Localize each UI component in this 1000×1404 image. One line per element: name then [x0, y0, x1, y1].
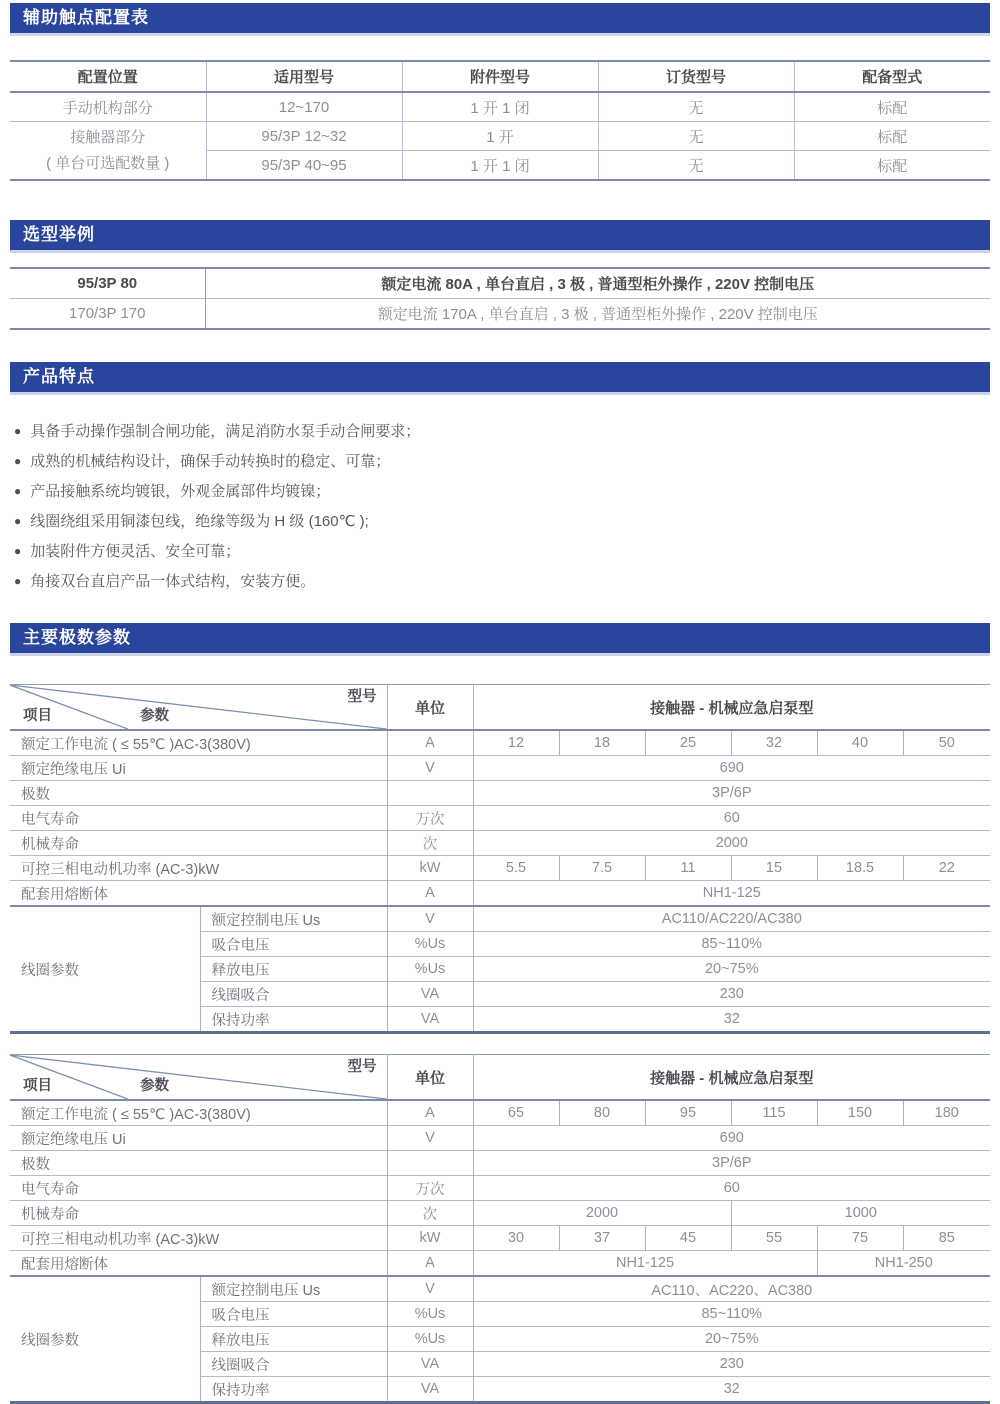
- param-unit-cell: V: [387, 756, 473, 781]
- coil-sub-label-cell: 吸合电压: [200, 932, 387, 957]
- param-value-cell: 5.5: [473, 856, 559, 881]
- param-label-cell: 机械寿命: [10, 831, 387, 856]
- param-value-cell: AC110、AC220、AC380: [473, 1276, 990, 1302]
- diagonal-lines: [10, 685, 387, 729]
- coil-sub-label-cell: 额定控制电压 Us: [200, 1276, 387, 1302]
- param-label-cell: 额定绝缘电压 Ui: [10, 756, 387, 781]
- param-value-cell: 1000: [731, 1201, 990, 1226]
- section-title-aux-contacts: 辅助触点配置表: [10, 3, 990, 36]
- section-title-product-features: 产品特点: [10, 362, 990, 395]
- aux-value-cell: 12~170: [206, 92, 402, 122]
- param-unit-cell: %Us: [387, 1302, 473, 1327]
- param-label-cell: 配套用熔断体: [10, 881, 387, 907]
- param-unit-cell: VA: [387, 982, 473, 1007]
- param-unit-cell: [387, 1151, 473, 1176]
- param-value-cell: 18.5: [817, 856, 903, 881]
- param-value-cell: 80: [559, 1100, 645, 1126]
- bullet-icon: ●: [14, 424, 22, 438]
- param-unit-cell: %Us: [387, 957, 473, 982]
- param-value-cell: 85~110%: [473, 932, 990, 957]
- param-value-cell: 15: [731, 856, 817, 881]
- coil-sub-label-cell: 线圈吸合: [200, 1352, 387, 1377]
- coil-param-row: [10, 906, 990, 932]
- param-value-cell: 2000: [473, 831, 990, 856]
- selection-description-cell: 额定电流 170A , 单台直启 , 3 极 , 普通型柜外操作 , 220V 控制电压: [205, 299, 990, 330]
- param-value-cell: 7.5: [559, 856, 645, 881]
- param-label-cell: 可控三相电动机功率 (AC-3)kW: [10, 1226, 387, 1251]
- param-value-cell: 30: [473, 1226, 559, 1251]
- param-table-header-row: [10, 1055, 990, 1101]
- param-row: [10, 1176, 990, 1201]
- aux-value-cell: 1 开: [402, 122, 598, 151]
- series-header: 接触器 - 机械应急启泵型: [473, 1055, 990, 1101]
- param-unit-cell: A: [387, 730, 473, 756]
- series-header: 接触器 - 机械应急启泵型: [473, 685, 990, 731]
- param-row: [10, 1126, 990, 1151]
- coil-sub-label-cell: 保持功率: [200, 1007, 387, 1033]
- param-value-cell: 3P/6P: [473, 781, 990, 806]
- param-value-cell: 50: [903, 730, 990, 756]
- param-value-cell: 32: [473, 1007, 990, 1033]
- diagonal-header-cell: [10, 1055, 387, 1101]
- aux-value-cell: 标配: [794, 122, 990, 151]
- unit-column-header: 单位: [387, 685, 473, 731]
- param-value-cell: 95: [645, 1100, 731, 1126]
- aux-column-header: 附件型号: [402, 61, 598, 92]
- coil-param-row: [10, 1276, 990, 1302]
- param-value-cell: 75: [817, 1226, 903, 1251]
- param-value-cell: 60: [473, 806, 990, 831]
- param-label-cell: 机械寿命: [10, 1201, 387, 1226]
- param-label-cell: 额定工作电流 ( ≤ 55℃ )AC-3(380V): [10, 730, 387, 756]
- param-unit-cell: A: [387, 1100, 473, 1126]
- coil-sub-label-cell: 吸合电压: [200, 1302, 387, 1327]
- param-value-cell: 37: [559, 1226, 645, 1251]
- aux-table-row: [10, 92, 990, 122]
- param-row: [10, 1226, 990, 1251]
- param-value-cell: 32: [473, 1377, 990, 1403]
- param-value-cell: 18: [559, 730, 645, 756]
- diagonal-label-item: 项目: [23, 1077, 52, 1094]
- diagonal-header-cell: [10, 685, 387, 731]
- param-row: [10, 756, 990, 781]
- param-unit-cell: VA: [387, 1377, 473, 1403]
- bullet-icon: ●: [14, 544, 22, 558]
- param-unit-cell: V: [387, 906, 473, 932]
- diagonal-lines: [10, 1055, 387, 1099]
- param-label-cell: 额定绝缘电压 Ui: [10, 1126, 387, 1151]
- param-row: [10, 1100, 990, 1126]
- bullet-icon: ●: [14, 454, 22, 468]
- selection-example-table: [10, 267, 990, 330]
- param-value-cell: 20~75%: [473, 957, 990, 982]
- param-value-cell: 20~75%: [473, 1327, 990, 1352]
- param-value-cell: 690: [473, 756, 990, 781]
- coil-group-label-cell: 线圈参数: [10, 906, 200, 1033]
- param-value-cell: 12: [473, 730, 559, 756]
- param-value-cell: 150: [817, 1100, 903, 1126]
- param-value-cell: AC110/AC220/AC380: [473, 906, 990, 932]
- param-label-cell: 极数: [10, 1151, 387, 1176]
- feature-text: 产品接触系统均镀银，外观金属部件均镀镍；: [30, 483, 331, 500]
- param-value-cell: 25: [645, 730, 731, 756]
- diagonal-label-model: 型号: [347, 1059, 377, 1075]
- param-value-cell: NH1-125: [473, 881, 990, 907]
- param-row: [10, 881, 990, 907]
- coil-sub-label-cell: 额定控制电压 Us: [200, 906, 387, 932]
- param-unit-cell: A: [387, 881, 473, 907]
- diagonal-label-model: 型号: [347, 689, 377, 705]
- document-page: [0, 3, 1000, 1404]
- param-row: [10, 1251, 990, 1277]
- feature-text: 角接双台直启产品一体式结构，安装方便。: [30, 573, 316, 590]
- aux-value-cell: 1 开 1 闭: [402, 92, 598, 122]
- param-value-cell: 55: [731, 1226, 817, 1251]
- section-title-selection-examples: 选型举例: [10, 220, 990, 253]
- coil-sub-label-cell: 保持功率: [200, 1377, 387, 1403]
- param-unit-cell: kW: [387, 856, 473, 881]
- selection-example-row: [10, 268, 990, 299]
- feature-item: [14, 417, 990, 447]
- feature-text: 成熟的机械结构设计，确保手动转换时的稳定、可靠；: [30, 453, 391, 470]
- param-value-cell: 3P/6P: [473, 1151, 990, 1176]
- aux-column-header: 配置位置: [10, 61, 206, 92]
- section-title-main-pole-params: 主要极数参数: [10, 623, 990, 656]
- param-label-cell: 配套用熔断体: [10, 1251, 387, 1277]
- param-value-cell: 22: [903, 856, 990, 881]
- bullet-icon: ●: [14, 514, 22, 528]
- param-value-cell: 2000: [473, 1201, 731, 1226]
- aux-position-cell: 手动机构部分: [10, 92, 206, 122]
- param-row: [10, 856, 990, 881]
- param-value-cell: 32: [731, 730, 817, 756]
- selection-model-cell: 95/3P 80: [77, 275, 138, 292]
- param-value-cell: 40: [817, 730, 903, 756]
- aux-position-cell: 接触器部分 ( 单台可选配数量 ): [10, 122, 206, 181]
- aux-column-header: 配备型式: [794, 61, 990, 92]
- coil-group-label-cell: 线圈参数: [10, 1276, 200, 1403]
- param-value-cell: NH1-125: [473, 1251, 817, 1277]
- param-value-cell: 230: [473, 1352, 990, 1377]
- aux-table-header-row: [10, 61, 990, 92]
- aux-contact-table: [10, 60, 990, 181]
- aux-value-cell: 标配: [794, 92, 990, 122]
- param-label-cell: 电气寿命: [10, 1176, 387, 1201]
- param-value-cell: NH1-250: [817, 1251, 990, 1277]
- param-unit-cell: %Us: [387, 932, 473, 957]
- param-label-cell: 可控三相电动机功率 (AC-3)kW: [10, 856, 387, 881]
- aux-value-cell: 标配: [794, 151, 990, 181]
- param-value-cell: 65: [473, 1100, 559, 1126]
- feature-item: [14, 567, 990, 597]
- selection-description-cell: 额定电流 80A , 单台直启 , 3 极 , 普通型柜外操作 , 220V 控制电压: [205, 268, 990, 299]
- aux-column-header: 订货型号: [598, 61, 794, 92]
- aux-column-header: 适用型号: [206, 61, 402, 92]
- param-unit-cell: kW: [387, 1226, 473, 1251]
- param-unit-cell: A: [387, 1251, 473, 1277]
- param-value-cell: 85~110%: [473, 1302, 990, 1327]
- param-table-header-row: [10, 685, 990, 731]
- param-value-cell: 60: [473, 1176, 990, 1201]
- feature-item: [14, 477, 990, 507]
- param-unit-cell: VA: [387, 1007, 473, 1033]
- param-row: [10, 831, 990, 856]
- param-unit-cell: 万次: [387, 806, 473, 831]
- coil-sub-label-cell: 线圈吸合: [200, 982, 387, 1007]
- param-label-cell: 电气寿命: [10, 806, 387, 831]
- coil-sub-label-cell: 释放电压: [200, 957, 387, 982]
- diagonal-label-item: 项目: [23, 707, 52, 724]
- aux-value-cell: 95/3P 40~95: [206, 151, 402, 181]
- param-unit-cell: [387, 781, 473, 806]
- feature-item: [14, 537, 990, 567]
- coil-sub-label-cell: 释放电压: [200, 1327, 387, 1352]
- aux-value-cell: 95/3P 12~32: [206, 122, 402, 151]
- feature-text: 线圈绕组采用铜漆包线，绝缘等级为 H 级 (160℃ );: [30, 513, 369, 530]
- diagonal-label-parameter: 参数: [140, 1077, 169, 1094]
- pole-parameter-table-large-frame: [10, 1054, 990, 1404]
- aux-table-row: [10, 122, 990, 151]
- selection-example-row: [10, 299, 990, 330]
- param-label-cell: 极数: [10, 781, 387, 806]
- param-unit-cell: 万次: [387, 1176, 473, 1201]
- param-unit-cell: V: [387, 1276, 473, 1302]
- unit-column-header: 单位: [387, 1055, 473, 1101]
- param-row: [10, 806, 990, 831]
- param-row: [10, 1151, 990, 1176]
- bullet-icon: ●: [14, 484, 22, 498]
- param-row: [10, 1201, 990, 1226]
- aux-value-cell: 无: [598, 151, 794, 181]
- param-value-cell: 690: [473, 1126, 990, 1151]
- aux-value-cell: 无: [598, 122, 794, 151]
- param-value-cell: 45: [645, 1226, 731, 1251]
- param-row: [10, 730, 990, 756]
- aux-value-cell: 无: [598, 92, 794, 122]
- param-value-cell: 180: [903, 1100, 990, 1126]
- selection-model-cell: 170/3P 170: [10, 299, 205, 330]
- feature-item: [14, 507, 990, 537]
- param-value-cell: 11: [645, 856, 731, 881]
- diagonal-label-parameter: 参数: [140, 707, 169, 724]
- feature-item: [14, 447, 990, 477]
- aux-value-cell: 1 开 1 闭: [402, 151, 598, 181]
- param-unit-cell: VA: [387, 1352, 473, 1377]
- feature-text: 加装附件方便灵活、安全可靠；: [30, 543, 241, 560]
- feature-text: 具备手动操作强制合闸功能，满足消防水泵手动合闸要求；: [30, 423, 421, 440]
- param-unit-cell: 次: [387, 831, 473, 856]
- param-value-cell: 230: [473, 982, 990, 1007]
- param-unit-cell: V: [387, 1126, 473, 1151]
- param-value-cell: 115: [731, 1100, 817, 1126]
- param-value-cell: 85: [903, 1226, 990, 1251]
- param-unit-cell: %Us: [387, 1327, 473, 1352]
- param-row: [10, 781, 990, 806]
- bullet-icon: ●: [14, 574, 22, 588]
- pole-parameter-table-small-frame: [10, 684, 990, 1034]
- feature-list: [10, 417, 990, 597]
- param-label-cell: 额定工作电流 ( ≤ 55℃ )AC-3(380V): [10, 1100, 387, 1126]
- param-unit-cell: 次: [387, 1201, 473, 1226]
